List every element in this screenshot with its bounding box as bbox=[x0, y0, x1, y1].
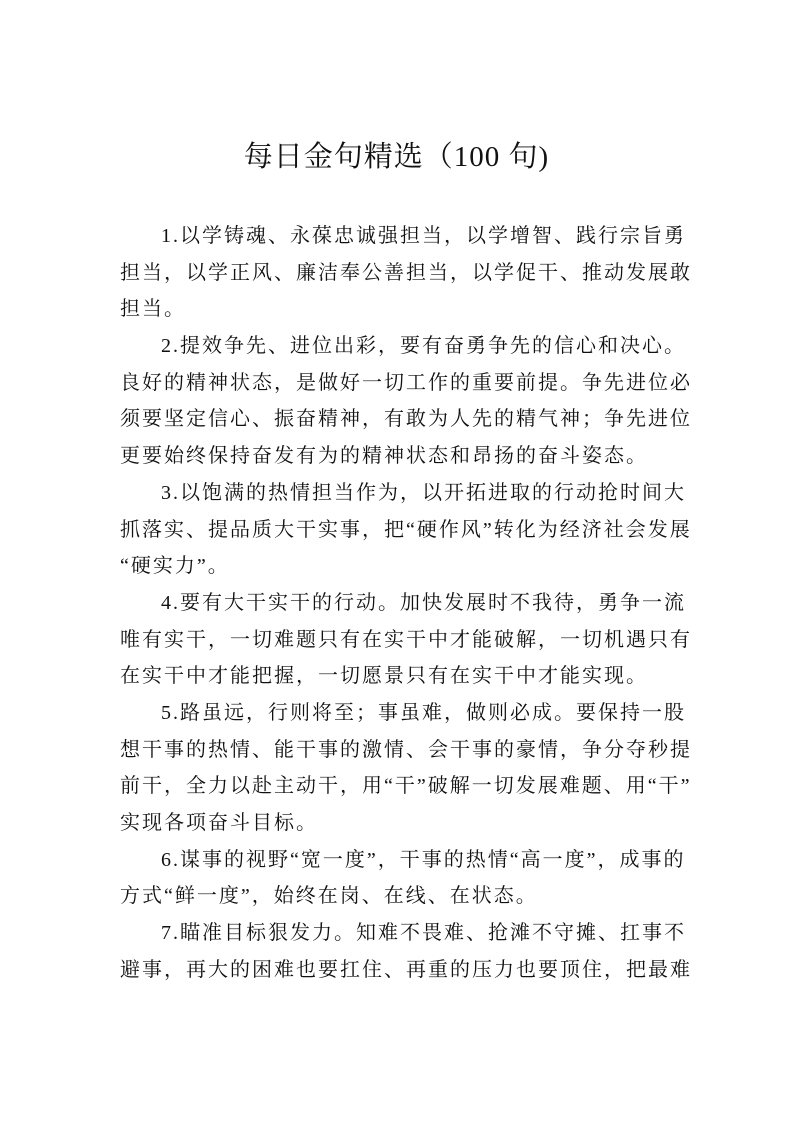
paragraph-line: 想干事的热情、能干事的激情、会干事的豪情，争分夺秒提 bbox=[120, 738, 692, 761]
paragraph-line: 5.路虽远，行则将至；事虽难，做则必成。要保持一股 bbox=[161, 701, 686, 724]
paragraph bbox=[120, 842, 686, 915]
paragraph-line: 担当，以学正风、廉洁奉公善担当，以学促干、推动发展敢 bbox=[120, 261, 692, 284]
paragraph-line: 7.瞄准目标狠发力。知难不畏难、抢滩不守摊、扛事不 bbox=[161, 922, 686, 945]
paragraph bbox=[120, 328, 692, 475]
paragraph-line: 担当。 bbox=[120, 298, 186, 321]
paragraph bbox=[120, 915, 692, 988]
document-title: 每日金句精选（100 句) bbox=[243, 141, 550, 173]
paragraph bbox=[120, 585, 692, 695]
paragraph-line: 在实干中才能把握，一切愿景只有在实干中才能实现。 bbox=[120, 665, 648, 688]
paragraph-line: 避事，再大的困难也要扛住、再重的压力也要顶住，把最难 bbox=[120, 958, 692, 981]
paragraph-line: 1.以学铸魂、永葆忠诚强担当，以学增智、践行宗旨勇 bbox=[161, 225, 686, 247]
paragraph bbox=[120, 218, 692, 328]
paragraph-line: 须要坚定信心、振奋精神，有敢为人先的精气神；争先进位 bbox=[120, 408, 692, 431]
paragraph-line: 方式“鲜一度”，始终在岗、在线、在状态。 bbox=[120, 885, 538, 908]
paragraph-line: 前干，全力以赴主动干，用“干”破解一切发展难题、用“干” bbox=[120, 775, 692, 798]
paragraph-line: 良好的精神状态，是做好一切工作的重要前提。争先进位必 bbox=[120, 371, 692, 394]
paragraph bbox=[120, 695, 692, 842]
paragraph bbox=[120, 475, 692, 585]
paragraph-line: 6.谋事的视野“宽一度”，干事的热情“高一度”，成事的 bbox=[161, 848, 686, 871]
paragraph-line: 更要始终保持奋发有为的精神状态和昂扬的奋斗姿态。 bbox=[120, 445, 648, 468]
paragraph-line: 3.以饱满的热情担当作为，以开拓进取的行动抢时间大 bbox=[161, 481, 686, 504]
paragraph-line: “硬实力”。 bbox=[120, 555, 230, 578]
paragraph-line: 4.要有大干实干的行动。加快发展时不我待，勇争一流 bbox=[161, 591, 686, 614]
paragraph-line: 唯有实干，一切难题只有在实干中才能破解，一切机遇只有 bbox=[120, 628, 692, 651]
paragraph-line: 2.提效争先、进位出彩，要有奋勇争先的信心和决心。 bbox=[161, 335, 686, 358]
paragraph-line: 实现各项奋斗目标。 bbox=[120, 812, 318, 834]
document-body bbox=[120, 218, 692, 988]
paragraph-line: 抓落实、提品质大干实事，把“硬作风”转化为经济社会发展 bbox=[120, 518, 692, 541]
